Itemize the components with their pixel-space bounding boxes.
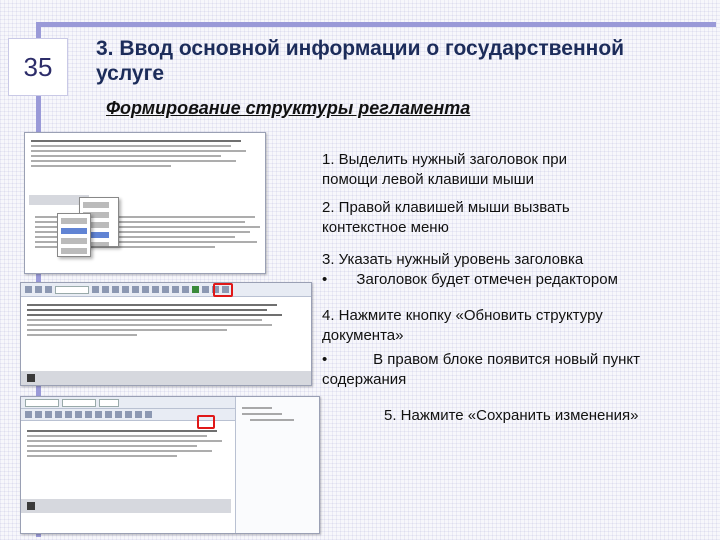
slide-subtitle: Формирование структуры регламента bbox=[106, 98, 471, 118]
step-1: 1. Выделить нужный заголовок при помощи левой клавиши мыши bbox=[322, 151, 567, 188]
save-changes-highlight bbox=[197, 415, 215, 429]
step-4: 4. Нажмите кнопку «Обновить структуру документа» bbox=[322, 307, 603, 344]
decorative-top-bar bbox=[36, 22, 716, 27]
slide-number: 35 bbox=[8, 38, 68, 96]
step-3: 3. Указать нужный уровень заголовка bbox=[322, 251, 584, 268]
screenshot-context-menu bbox=[24, 132, 266, 274]
slide-title: 3. Ввод основной информации о государственной услуге bbox=[96, 37, 625, 86]
step-4-bullet: • В правом блоке появится новый пункт содержания bbox=[322, 351, 645, 388]
screenshot-update-structure bbox=[20, 282, 312, 386]
context-submenu bbox=[57, 213, 91, 257]
screenshot-document-structure bbox=[20, 396, 320, 534]
update-structure-highlight bbox=[213, 283, 233, 297]
editor-toolbar bbox=[21, 283, 311, 297]
structure-panel bbox=[235, 397, 319, 534]
step-2: 2. Правой клавишей мыши вызвать контекстное меню bbox=[322, 199, 570, 236]
step-3-bullet: • Заголовок будет отмечен редактором bbox=[322, 271, 618, 288]
step-5: 5. Нажмите «Сохранить изменения» bbox=[384, 407, 639, 424]
